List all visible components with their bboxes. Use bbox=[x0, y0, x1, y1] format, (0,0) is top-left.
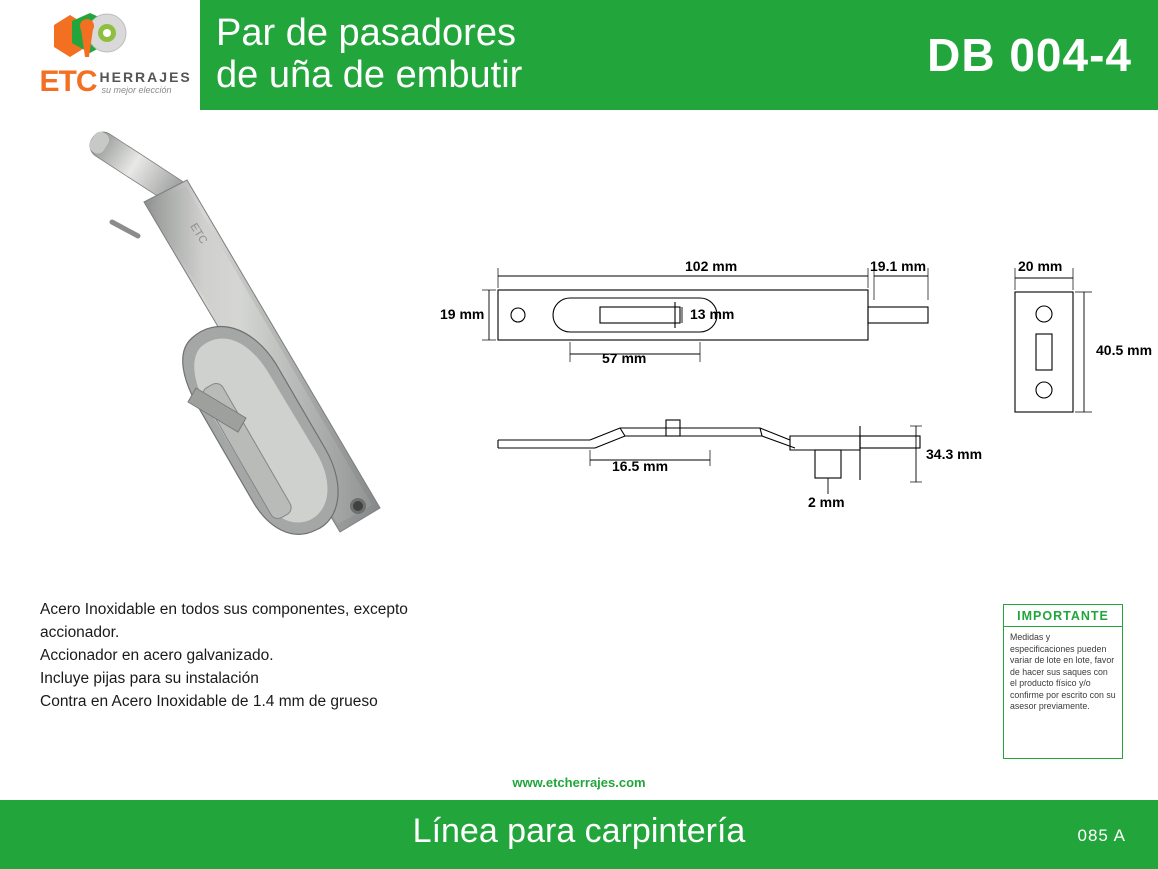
dim-tip-length: 19.1 mm bbox=[870, 258, 927, 274]
logo-brand-text: ETC bbox=[39, 65, 97, 98]
dim-strike-width: 20 mm bbox=[1018, 258, 1063, 274]
dim-side-height: 34.3 mm bbox=[926, 446, 983, 462]
dim-length-top: 102 mm bbox=[685, 258, 738, 274]
spec-line-1b: accionador. bbox=[40, 624, 120, 641]
spec-line-2: Accionador en acero galvanizado. bbox=[40, 647, 274, 664]
specifications-list bbox=[40, 600, 660, 715]
technical-diagram bbox=[440, 250, 1153, 540]
dim-slot-length: 57 mm bbox=[602, 350, 647, 366]
page-header bbox=[0, 0, 1158, 110]
logo-container bbox=[0, 0, 200, 110]
website-link[interactable]: www.etcherrajes.com bbox=[512, 775, 646, 790]
dim-strike-height: 40.5 mm bbox=[1096, 342, 1153, 358]
logo-sub-text: HERRAJES bbox=[99, 69, 192, 85]
spec-line-4: Contra en Acero Inoxidable de 1.4 mm de grueso bbox=[40, 693, 378, 710]
spec-line-3: Incluye pijas para su instalación bbox=[40, 670, 259, 687]
photo-etched-mark: ETC bbox=[187, 221, 210, 247]
footer-line-title: Línea para carpintería bbox=[412, 812, 746, 850]
important-note-body: Medidas y especificaciones pueden variar de lote en lote, favor de hacer sus saques con el producto físico y/o confirme por escrito con su asesor previamente. bbox=[1010, 632, 1116, 711]
important-note-title: IMPORTANTE bbox=[1004, 605, 1122, 627]
header-divider bbox=[0, 110, 1158, 113]
dim-thickness: 2 mm bbox=[808, 494, 845, 510]
product-code: DB 004-4 bbox=[927, 29, 1132, 81]
page-footer bbox=[0, 800, 1158, 869]
dim-side-length: 16.5 mm bbox=[612, 458, 669, 474]
dim-plate-width: 19 mm bbox=[440, 306, 485, 322]
etc-logo-icon bbox=[50, 13, 136, 65]
page-title bbox=[216, 12, 856, 96]
spec-line-1: Acero Inoxidable en todos sus componentes, excepto bbox=[40, 601, 408, 618]
dim-slot-width: 13 mm bbox=[690, 306, 735, 322]
page-title-line-2: de uña de embutir bbox=[216, 54, 523, 96]
logo-slogan-text: su mejor elección bbox=[101, 85, 172, 95]
important-note bbox=[1003, 604, 1123, 759]
page-number: 085 A bbox=[1077, 826, 1126, 845]
product-photo bbox=[40, 130, 470, 570]
page-title-line-1: Par de pasadores bbox=[216, 12, 516, 54]
